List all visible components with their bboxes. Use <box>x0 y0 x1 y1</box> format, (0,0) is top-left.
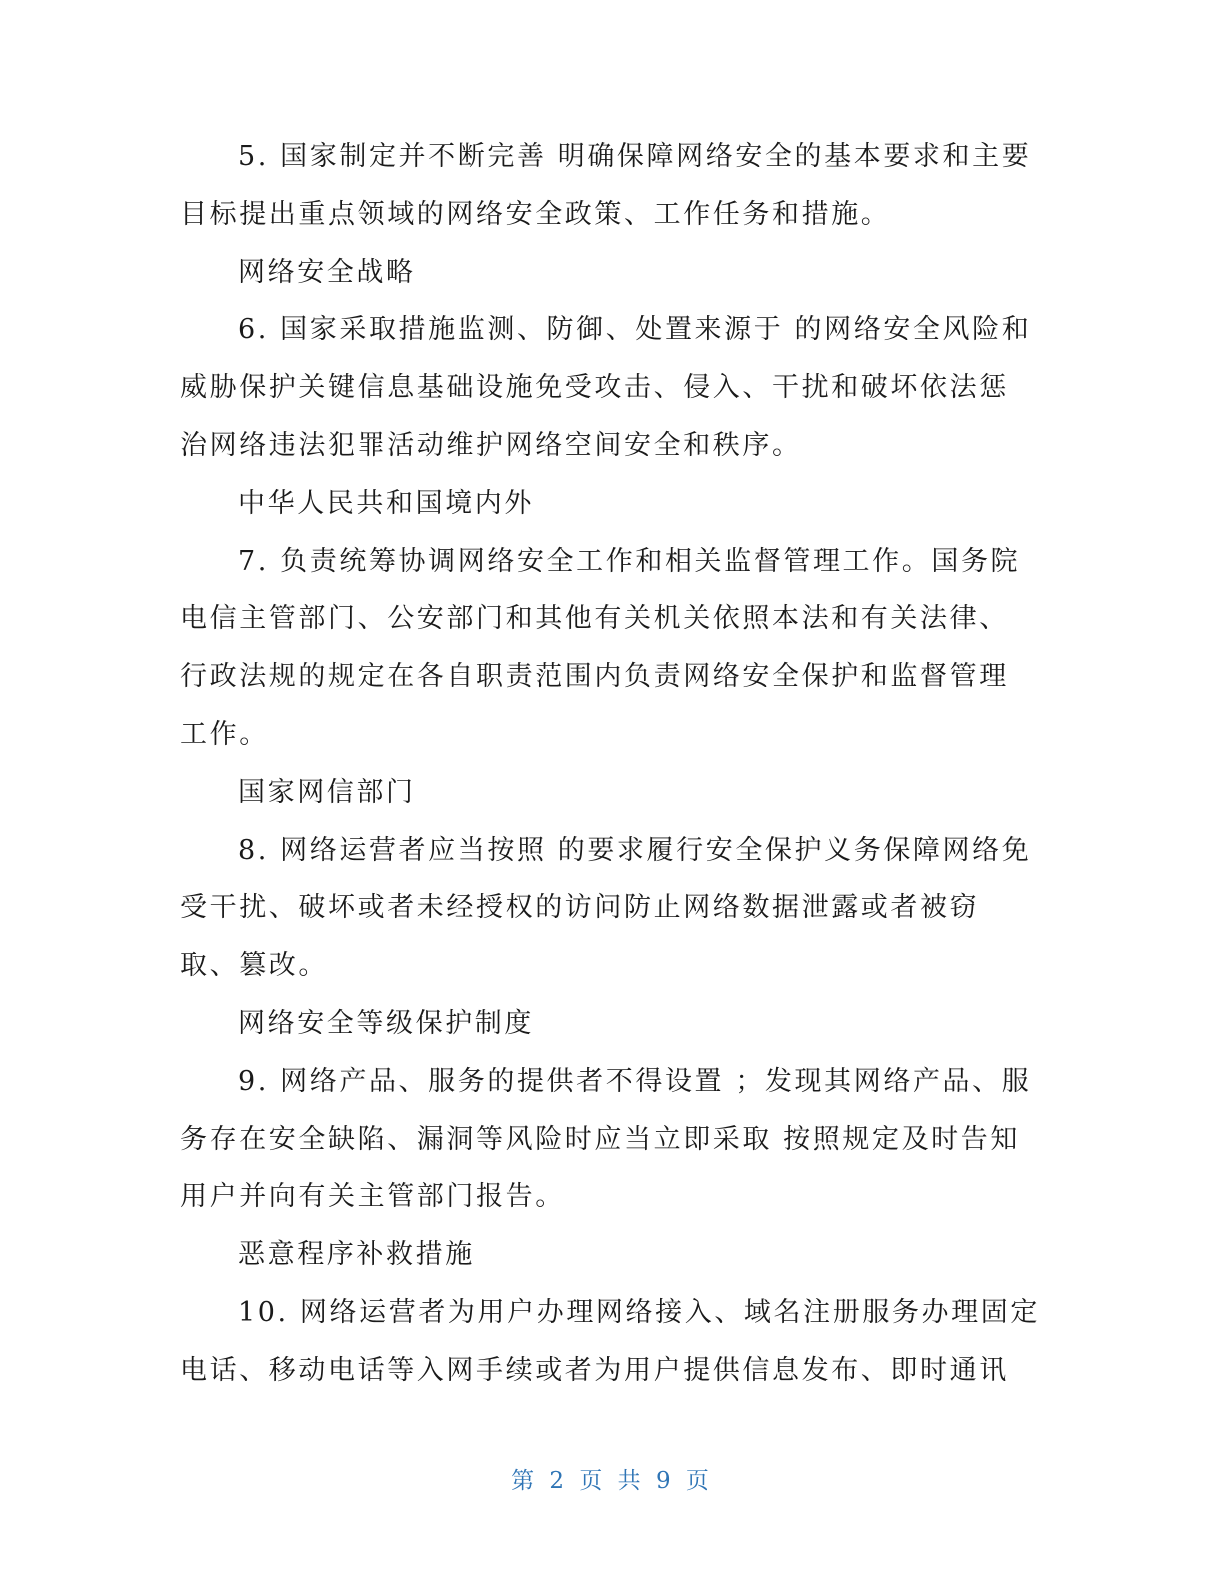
paragraph-line: 10. 网络运营者为用户办理网络接入、域名注册服务办理固定 <box>238 1296 1040 1328</box>
paragraph-line: 7. 负责统筹协调网络安全工作和相关监督管理工作。国务院 <box>238 545 1021 577</box>
answer-line: 中华人民共和国境内外 <box>238 487 534 519</box>
paragraph-line: 受干扰、破坏或者未经授权的访问防止网络数据泄露或者被窃 <box>180 892 980 924</box>
paragraph-line: 用户并向有关主管部门报告。 <box>180 1181 565 1213</box>
paragraph-line: 8. 网络运营者应当按照 的要求履行安全保护义务保障网络免 <box>238 834 1032 866</box>
paragraph-line: 电信主管部门、公安部门和其他有关机关依照本法和有关法律、 <box>180 603 1009 635</box>
paragraph-line: 工作。 <box>180 718 269 750</box>
paragraph-line: 行政法规的规定在各自职责范围内负责网络安全保护和监督管理 <box>180 661 1009 693</box>
answer-line: 国家网信部门 <box>238 776 416 808</box>
paragraph-line: 威胁保护关键信息基础设施免受攻击、侵入、干扰和破坏依法惩 <box>180 372 1009 404</box>
answer-line: 网络安全战略 <box>238 256 416 288</box>
page-number-footer: 第 2 页 共 9 页 <box>511 1468 713 1494</box>
paragraph-line: 6. 国家采取措施监测、防御、处置来源于 的网络安全风险和 <box>238 314 1032 346</box>
paragraph-line: 电话、移动电话等入网手续或者为用户提供信息发布、即时通讯 <box>180 1354 1009 1386</box>
paragraph-line: 务存在安全缺陷、漏洞等风险时应当立即采取 按照规定及时告知 <box>180 1123 1020 1155</box>
paragraph-line: 治网络违法犯罪活动维护网络空间安全和秩序。 <box>180 429 802 461</box>
paragraph-line: 目标提出重点领域的网络安全政策、工作任务和措施。 <box>180 198 891 230</box>
document-body <box>180 128 1040 1400</box>
answer-line: 恶意程序补救措施 <box>238 1239 475 1271</box>
answer-line: 网络安全等级保护制度 <box>238 1007 534 1039</box>
paragraph-line: 9. 网络产品、服务的提供者不得设置 ；发现其网络产品、服 <box>238 1065 1032 1097</box>
paragraph-line: 5. 国家制定并不断完善 明确保障网络安全的基本要求和主要 <box>238 141 1032 172</box>
paragraph-line: 取、篡改。 <box>180 950 328 982</box>
